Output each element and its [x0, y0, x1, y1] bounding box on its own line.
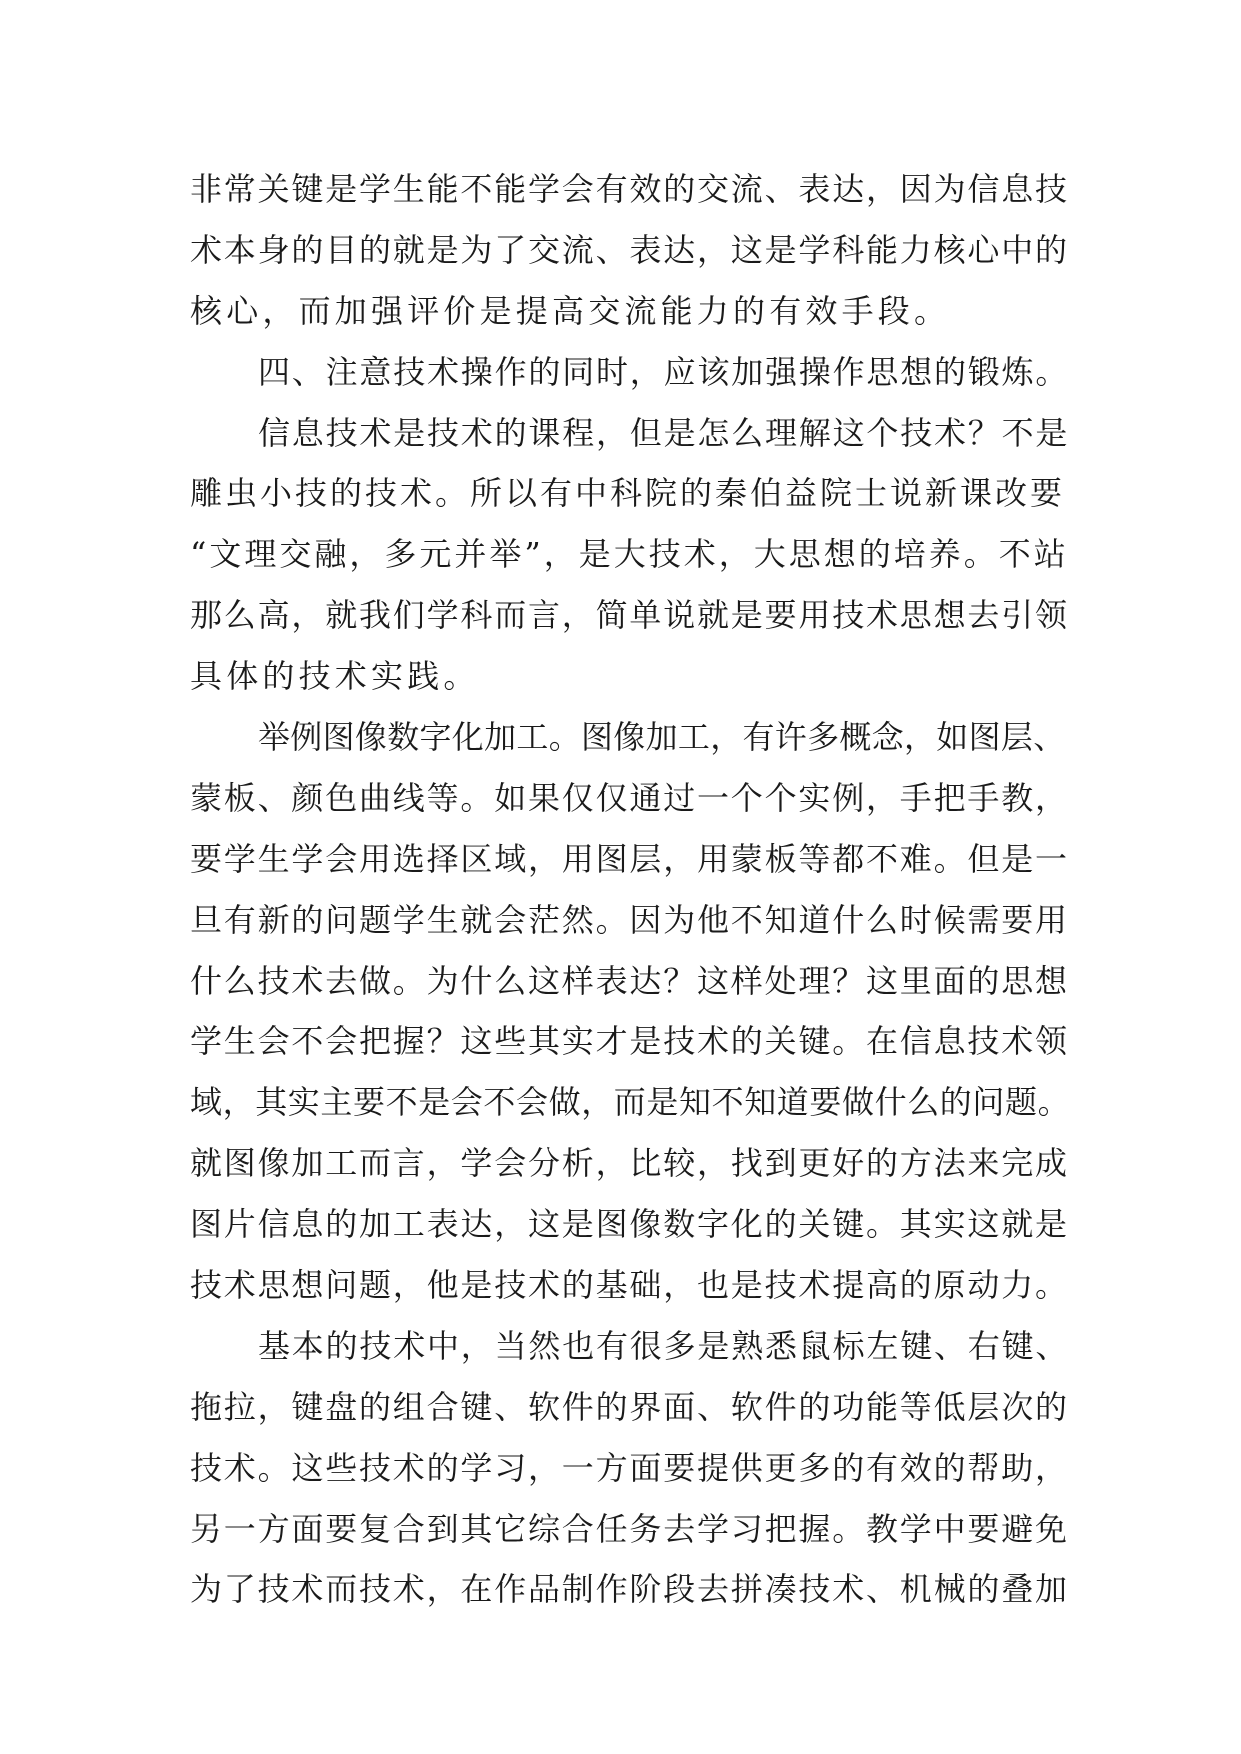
- text-line: 旦有新的问题学生就会茫然。因为他不知道什么时候需要用: [190, 900, 1069, 939]
- text-line: 核心，而加强评价是提高交流能力的有效手段。: [190, 291, 951, 330]
- text-line: 那么高，就我们学科而言，简单说就是要用技术思想去引领: [190, 596, 1069, 635]
- text-line: 基本的技术中，当然也有很多是熟悉鼠标左键、右键、: [258, 1326, 1070, 1365]
- text-line: 就图像加工而言，学会分析，比较，找到更好的方法来完成: [190, 1144, 1069, 1183]
- text-line: 要学生学会用选择区域，用图层，用蒙板等都不难。但是一: [190, 839, 1069, 878]
- text-line: 什么技术去做。为什么这样表达？这样处理？这里面的思想: [190, 961, 1069, 1000]
- text-line: 信息技术是技术的课程，但是怎么理解这个技术？不是: [258, 413, 1070, 452]
- text-line: 另一方面要复合到其它综合任务去学习把握。教学中要避免: [190, 1509, 1069, 1548]
- text-line: 技术。这些技术的学习，一方面要提供更多的有效的帮助，: [190, 1448, 1069, 1487]
- text-line: 举例图像数字化加工。图像加工，有许多概念，如图层、: [258, 718, 1066, 757]
- text-line: “文理交融，多元并举”，是大技术，大思想的培养。不站: [190, 535, 1069, 574]
- text-line: 学生会不会把握？这些其实才是技术的关键。在信息技术领: [190, 1022, 1069, 1061]
- text-line: 为了技术而技术，在作品制作阶段去拼凑技术、机械的叠加: [190, 1570, 1069, 1609]
- text-line: 非常关键是学生能不能学会有效的交流、表达，因为信息技: [190, 170, 1069, 208]
- section-heading: 四、注意技术操作的同时，应该加强操作思想的锻炼。: [258, 352, 1070, 391]
- text-line: 拖拉，键盘的组合键、软件的界面、软件的功能等低层次的: [190, 1387, 1069, 1426]
- text-line: 图片信息的加工表达，这是图像数字化的关键。其实这就是: [190, 1205, 1069, 1244]
- text-line: 蒙板、颜色曲线等。如果仅仅通过一个个实例，手把手教，: [190, 778, 1069, 817]
- text-line: 具体的技术实践。: [190, 657, 480, 696]
- body-text: [190, 159, 1070, 1620]
- text-line: 技术思想问题，他是技术的基础，也是技术提高的原动力。: [190, 1266, 1069, 1305]
- text-line: 术本身的目的就是为了交流、表达，这是学科能力核心中的: [190, 230, 1069, 269]
- text-line: 雕虫小技的技术。所以有中科院的秦伯益院士说新课改要: [190, 474, 1066, 513]
- text-line: 域，其实主要不是会不会做，而是知不知道要做什么的问题。: [190, 1083, 1071, 1122]
